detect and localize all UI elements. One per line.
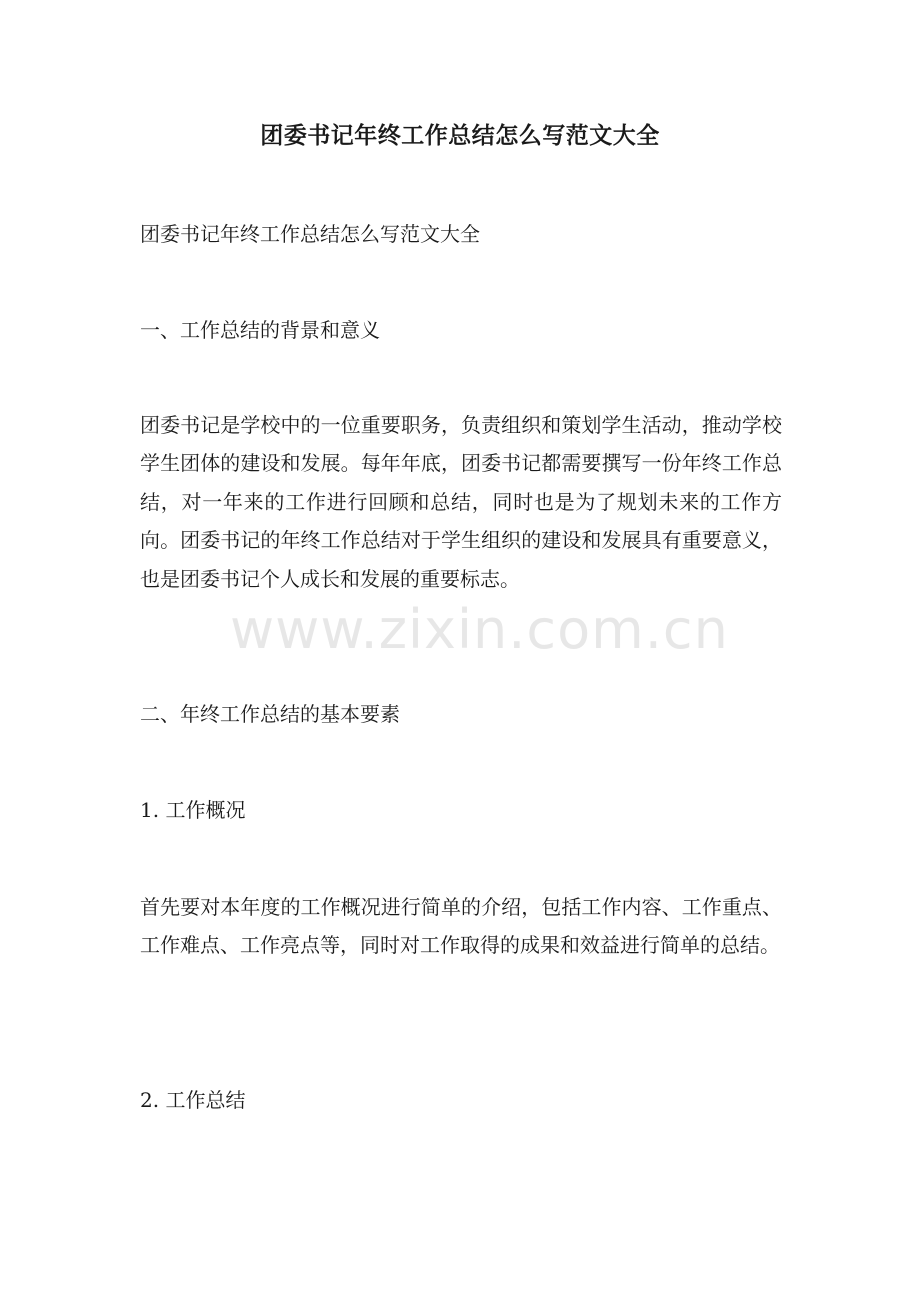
item-heading-overview: 1. 工作概况 bbox=[140, 798, 246, 822]
section-heading-elements: 二、年终工作总结的基本要素 bbox=[140, 702, 400, 726]
paragraph-background: 团委书记是学校中的一位重要职务，负责组织和策划学生活动，推动学校学生团体的建设和发展。每年年底，团委书记都需要撰写一份年终工作总结，对一年来的工作进行回顾和总结，同时也是为了规划未来的工作方向。团委书记的年终工作总结对于学生组织的建设和发展具有重要意义，也是团委书记个人成长和发展的重要标志。 bbox=[140, 413, 782, 591]
section-heading-background: 一、工作总结的背景和意义 bbox=[140, 318, 380, 342]
document-title: 团委书记年终工作总结怎么写范文大全 bbox=[260, 122, 660, 149]
paragraph-overview: 首先要对本年度的工作概况进行简单的介绍，包括工作内容、工作重点、工作难点、工作亮点等，同时对工作取得的成果和效益进行简单的总结。 bbox=[140, 895, 782, 958]
watermark: www.zixin.com.cn bbox=[230, 598, 729, 661]
document-subtitle: 团委书记年终工作总结怎么写范文大全 bbox=[140, 222, 480, 246]
item-heading-summary: 2. 工作总结 bbox=[140, 1088, 246, 1112]
